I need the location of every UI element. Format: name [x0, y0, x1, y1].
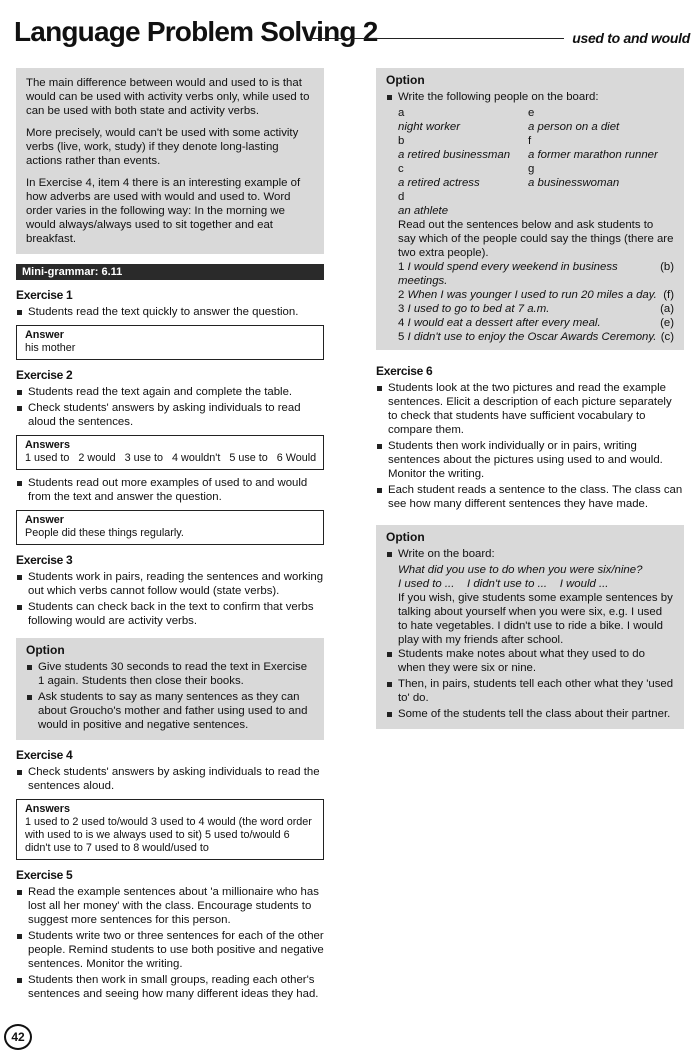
intro-box: [16, 68, 324, 254]
sentence-text: [398, 330, 656, 344]
sentence-number: 4: [398, 317, 405, 329]
person-entry: [528, 106, 678, 134]
option-3-list: [386, 547, 674, 561]
list-item: Students can check back in the text to confirm that verbs following would are activity verbs.: [16, 600, 324, 628]
page-title: Language Problem Solving 2: [14, 16, 378, 47]
list-item: Ask students to say as many sentences as they can about Groucho's mother and father using used to and would in positive and negative sentences.: [26, 690, 314, 732]
sentence-answer: (c): [660, 331, 674, 343]
sentence-text: [398, 302, 549, 316]
answer-heading: Answers: [25, 803, 71, 815]
sentence-number: 5: [398, 331, 405, 343]
option-1-box: [16, 638, 324, 740]
option-3-paragraph: If you wish, give students some example sentences by talking about yourself when you were six, e.g. I used to hate vegetables. I didn't use to ride a bike. I would play with my friends after school.: [398, 592, 673, 646]
list-item: Write on the board:: [386, 547, 674, 561]
person-entry: [528, 134, 678, 162]
board-question: What did you use to do when you were six/nine?: [398, 564, 643, 576]
option-3-box: [376, 525, 684, 729]
person-item: [528, 190, 678, 218]
list-item: Students read out more examples of used to and would from the text and answer the question.: [16, 476, 324, 504]
exercise-6-list: [376, 381, 684, 511]
person-letter: g: [528, 163, 535, 175]
person-item: a retired actress: [398, 177, 480, 189]
board-prompts: I used to ... I didn't use to ... I would ...: [398, 578, 609, 590]
person-item: night worker: [398, 121, 461, 133]
left-column: [16, 68, 324, 1003]
list-item: Some of the students tell the class about their partner.: [386, 707, 674, 721]
exercise-4-list: [16, 765, 324, 793]
sentence-body: When I was younger I used to run 20 miles a day.: [407, 289, 657, 301]
answer-heading: Answer: [25, 329, 65, 341]
sentence-number: 1: [398, 261, 405, 273]
answer-text: 1 used to 2 used to/would 3 used to 4 would (the word order with used to is we always used to sit) 5 used to/would 6 didn't use to 7 used to 8 would/used to: [25, 816, 312, 854]
person-letter: c: [398, 163, 404, 175]
exercise-2-heading: Exercise 2: [16, 368, 73, 382]
page-header: [14, 14, 690, 54]
exercise-3-heading: Exercise 3: [16, 553, 73, 567]
person-entry: [398, 134, 528, 162]
person-letter: a: [398, 107, 405, 119]
sentence-body: I used to go to bed at 7 a.m.: [407, 303, 550, 315]
sentence-row: [398, 302, 674, 316]
exercise-2-answers-box: [16, 435, 324, 470]
exercise-2-answer-box: [16, 510, 324, 545]
sentence-answer: (a): [660, 303, 674, 315]
sentence-row: [398, 330, 674, 344]
person-item: a retired businessman: [398, 149, 511, 161]
exercise-5-list: [16, 885, 324, 1001]
exercise-6-heading: Exercise 6: [376, 364, 433, 378]
sentence-answer: (f): [663, 289, 674, 301]
exercise-2-list-extra: [16, 476, 324, 504]
exercise-3-list: [16, 570, 324, 628]
answer-text: his mother: [25, 342, 76, 354]
option-2-instruction: Read out the sentences below and ask students to say which of the people could say the things (there are two extra people).: [398, 219, 674, 259]
sentence-text: [398, 260, 660, 288]
list-item: Check students' answers by asking individuals to read the sentences aloud.: [16, 765, 324, 793]
person-entry: [398, 190, 528, 218]
exercise-5-heading: Exercise 5: [16, 868, 73, 882]
list-item: Students look at the two pictures and read the example sentences. Elicit a description of each picture separately to check that students have sufficient vocabulary to compare them.: [376, 381, 684, 437]
person-letter: e: [528, 107, 535, 119]
list-item: Students work in pairs, reading the sentences and working out which verbs cannot follow would (state verbs).: [16, 570, 324, 598]
list-item: Students then work in small groups, reading each other's sentences and seeing how many different ideas they had.: [16, 973, 324, 1001]
sentence-answer: (b): [660, 261, 674, 273]
list-item: Each student reads a sentence to the class. The class can see how many different sentences they have made.: [376, 483, 684, 511]
option-heading: Option: [386, 73, 425, 87]
answer-heading: Answer: [25, 514, 65, 526]
sentence-number: 2: [398, 289, 405, 301]
option-1-list: [26, 660, 314, 732]
intro-paragraph: In Exercise 4, item 4 there is an interesting example of how adverbs are used with would and used to. Word order varies in the following way: In the morning we would always/always used to sit together and eat breakfast.: [26, 177, 301, 245]
sentence-list: [398, 260, 674, 344]
sentence-body: I would spend every weekend in business meetings.: [398, 261, 618, 287]
list-item: Students write two or three sentences for each of the other people. Remind students to use both positive and negative sentences. Monitor the writing.: [16, 929, 324, 971]
list-item: Students make notes about what they used to do when they were six or nine.: [386, 647, 674, 675]
list-item: Then, in pairs, students tell each other what they 'used to' do.: [386, 677, 674, 705]
exercise-2-list: [16, 385, 324, 429]
answer-text: 1 used to 2 would 3 use to 4 wouldn't 5 use to 6 Would: [25, 452, 317, 464]
list-item: Students then work individually or in pairs, writing sentences about the pictures using used to and would. Monitor the writing.: [376, 439, 684, 481]
answer-text: People did these things regularly.: [25, 527, 184, 539]
list-item: Students read the text quickly to answer the question.: [16, 305, 324, 319]
people-list: [398, 106, 674, 218]
exercise-1-list: [16, 305, 324, 319]
exercise-1-heading: Exercise 1: [16, 288, 73, 302]
person-item: a businesswoman: [528, 177, 620, 189]
sentence-answer: (e): [660, 317, 674, 329]
option-heading: Option: [26, 643, 65, 657]
page-number: 42: [4, 1024, 32, 1050]
sentence-text: [398, 288, 657, 302]
exercise-4-heading: Exercise 4: [16, 748, 73, 762]
exercise-1-answer-box: [16, 325, 324, 360]
page-subtitle: used to and would: [572, 30, 690, 46]
right-column: [376, 68, 684, 729]
option-2-box: [376, 68, 684, 350]
sentence-number: 3: [398, 303, 405, 315]
option-3-list-2: [386, 647, 674, 721]
person-letter: b: [398, 135, 405, 147]
exercise-4-answers-box: [16, 799, 324, 860]
answer-heading: Answers: [25, 439, 71, 451]
person-item: a person on a diet: [528, 121, 620, 133]
sentence-body: I would eat a dessert after every meal.: [407, 317, 601, 329]
sentence-row: [398, 288, 674, 302]
intro-paragraph: The main difference between would and used to is that would can be used with activity verbs only, while used to can be used with both state and activity verbs.: [26, 77, 310, 117]
sentence-row: [398, 316, 674, 330]
person-letter: f: [528, 135, 532, 147]
mini-grammar-bar: Mini-grammar: 6.11: [16, 264, 324, 280]
list-item: Check students' answers by asking individuals to read aloud the sentences.: [16, 401, 324, 429]
option-heading: Option: [386, 530, 425, 544]
person-letter: d: [398, 191, 405, 203]
person-entry: [398, 162, 528, 190]
option-2-list: [386, 90, 674, 104]
option-1-body: [16, 638, 324, 740]
list-item: Write the following people on the board:: [386, 90, 674, 104]
list-item: Read the example sentences about 'a millionaire who has lost all her money' with the class. Encourage students to suggest more sentences for this person.: [16, 885, 324, 927]
person-item: a former marathon runner: [528, 149, 658, 161]
list-item: Give students 30 seconds to read the text in Exercise 1 again. Students then close their books.: [26, 660, 314, 688]
sentence-row: [398, 260, 674, 288]
sentence-body: I didn't use to enjoy the Oscar Awards Ceremony.: [407, 331, 657, 343]
sentence-text: [398, 316, 601, 330]
title-rule: [310, 38, 564, 39]
intro-paragraph: More precisely, would can't be used with some activity verbs (live, work, study) if they denote long-lasting actions rather than events.: [26, 127, 299, 167]
list-item: Students read the text again and complete the table.: [16, 385, 324, 399]
person-entry: [398, 106, 528, 134]
person-entry: [528, 162, 678, 190]
person-item: an athlete: [398, 205, 449, 217]
